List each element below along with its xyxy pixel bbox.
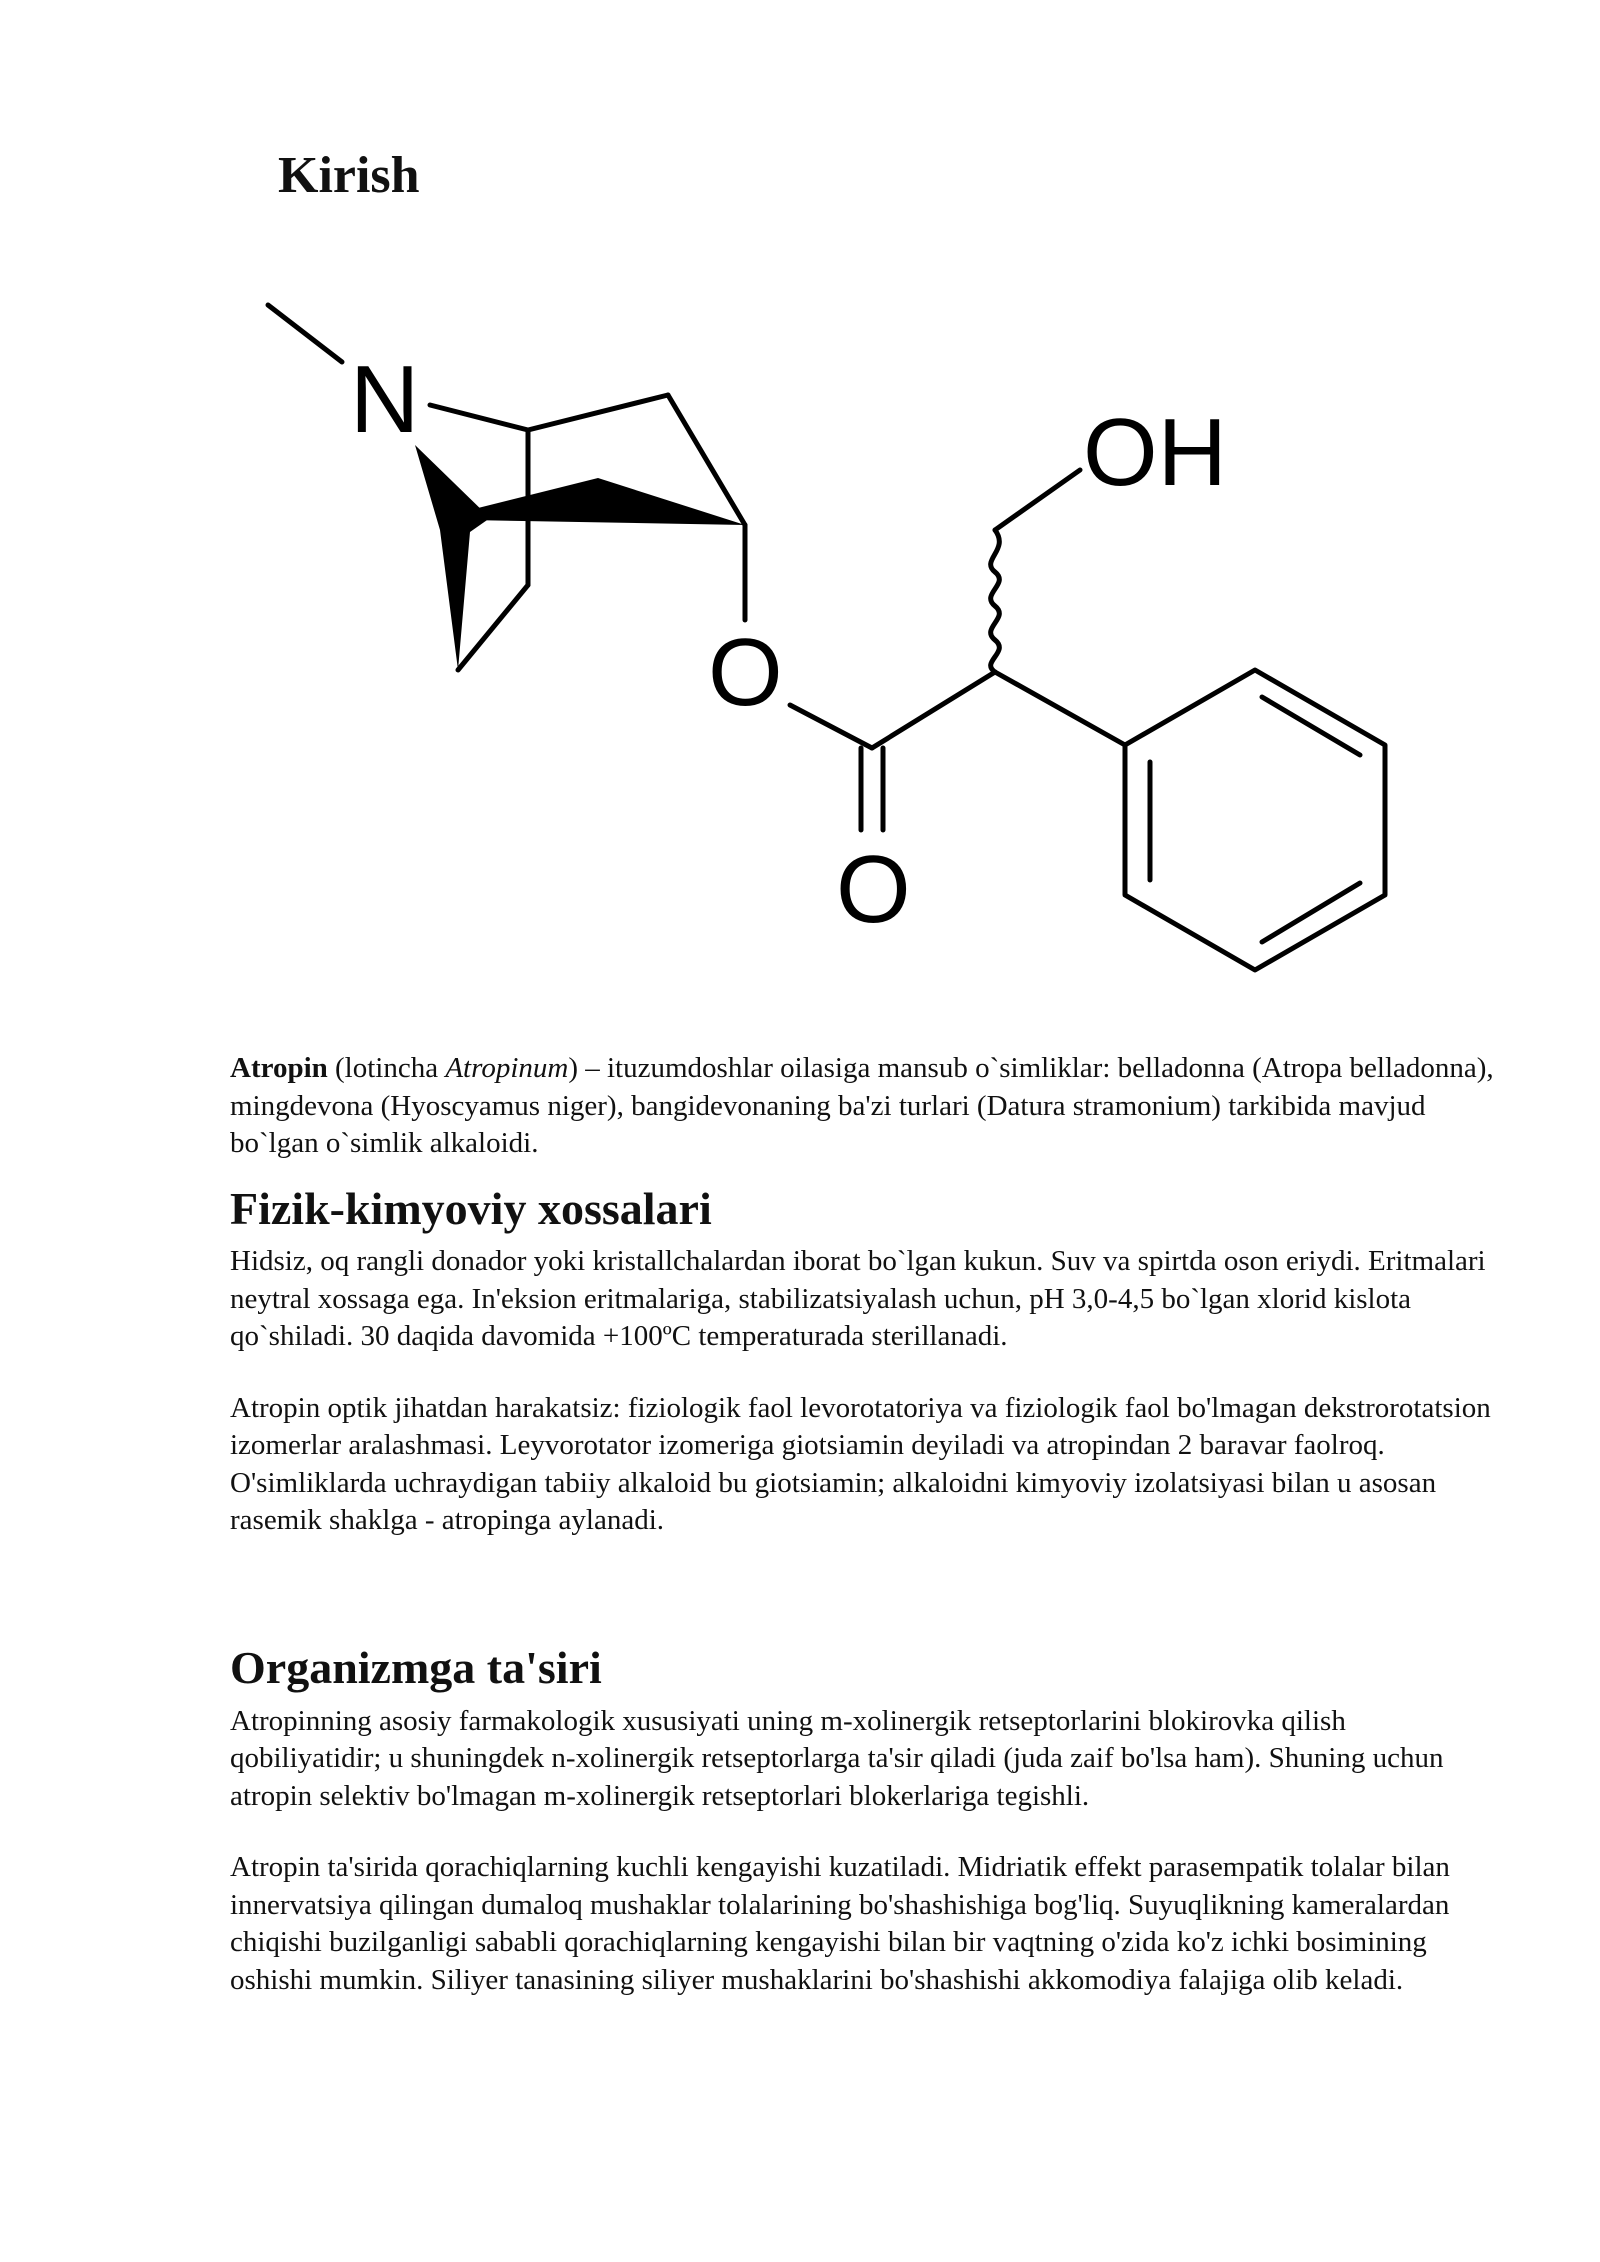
section-heading-fizik: Fizik-kimyoviy xossalari [230,1182,712,1234]
bond-n-bridgehead [430,405,528,430]
atom-label-ester-o: O [708,619,783,726]
bond-bridge-lower [458,585,528,670]
organizm-paragraph-2: Atropin ta'sirida qorachiqlarning kuchli kengayishi kuzatiladi. Midriatik effekt parasempatik tolalar bilan innervatsiya qilingan dumaloq mushaklar tolalarining bo'shashishiga bog'liq. Suyuqlikning kameralardan chiqishi buzilganligi sababli qorachiqlarning kengayishi bilan bir vaqtning o'zida ko'z ichki bosimining oshishi mumkin. Siliyer tanasining siliyer mushaklarini bo'shashishi akkomodiya falajiga olib keladi. [230,1851,1450,1996]
bond-carbonyl-alpha [872,672,995,748]
section-heading-organizm: Organizmga ta'siri [230,1641,602,1693]
intro-term: Atropin [230,1052,328,1084]
document-body [230,1050,1500,1999]
bond-wavy [991,530,1000,672]
intro-title: Kirish [278,147,420,204]
intro-text-part1: (lotincha [327,1052,446,1084]
bond-ring-1 [528,395,668,430]
intro-text-part2: ) – ituzumdoshlar oilasiga mansub o`simliklar: belladonna (Atropa belladonna), mingdevona (Hyoscyamus niger), bangidevonaning ba'zi turlari (Datura stramonium) tarkibida mavjud bo`lgan o`simlik alkaloidi. [230,1052,1494,1159]
wedge-bond-upper [468,478,745,525]
intro-latin-name: Atropinum [445,1052,569,1084]
bond-o-carbonyl [790,705,872,748]
atom-label-oh: OH [1083,399,1227,506]
atropine-structure-diagram [230,280,1430,1000]
bond-alpha-phenyl [995,672,1125,745]
wedge-bond-n-lower [415,445,490,670]
intro-paragraph [230,1050,1500,1163]
fizik-paragraph-2: Atropin optik jihatdan harakatsiz: fiziologik faol levorotatoriya va fiziologik faol bo'lmagan dekstrorotatsion izomerlar aralashmasi. Leyvorotator izomeriga giotsiamin deyiladi va atropindan 2 baravar faolroq. O'simliklarda uchraydigan tabiiy alkaloid bu giotsiamin; alkaloidni kimyoviy izolatsiyasi bilan u asosan rasemik shaklga - atropinga aylanadi. [230,1391,1491,1537]
fizik-paragraph-1: Hidsiz, oq rangli donador yoki kristallchalardan iborat bo`lgan kukun. Suv va spirtda oson eriydi. Eritmalari neytral xossaga ega. In'eksion eritmalariga, stabilizatsiyalash uchun, pH 3,0-4,5 bo`lgan xlorid kislota qo`shiladi. 30 daqida davomida +100ºC temperaturada sterillanadi. [230,1245,1486,1353]
atom-label-n: N [350,346,420,453]
phenyl-double-2 [1262,697,1360,755]
bond-n-methyl [268,305,342,362]
atom-label-carbonyl-o: O [836,836,911,943]
phenyl-double-3 [1262,883,1360,942]
bond-ch2-oh [995,470,1080,530]
organizm-paragraph-1: Atropinning asosiy farmakologik xususiyati uning m-xolinergik retseptorlarini blokirovka qilish qobiliyatidir; u shuningdek n-xolinergik retseptorlarga ta'sir qiladi (juda zaif bo'lsa ham). Shuning uchun atropin selektiv bo'lmagan m-xolinergik retseptorlari blokerlariga tegishli. [230,1704,1444,1812]
phenyl-ring [1125,670,1385,970]
